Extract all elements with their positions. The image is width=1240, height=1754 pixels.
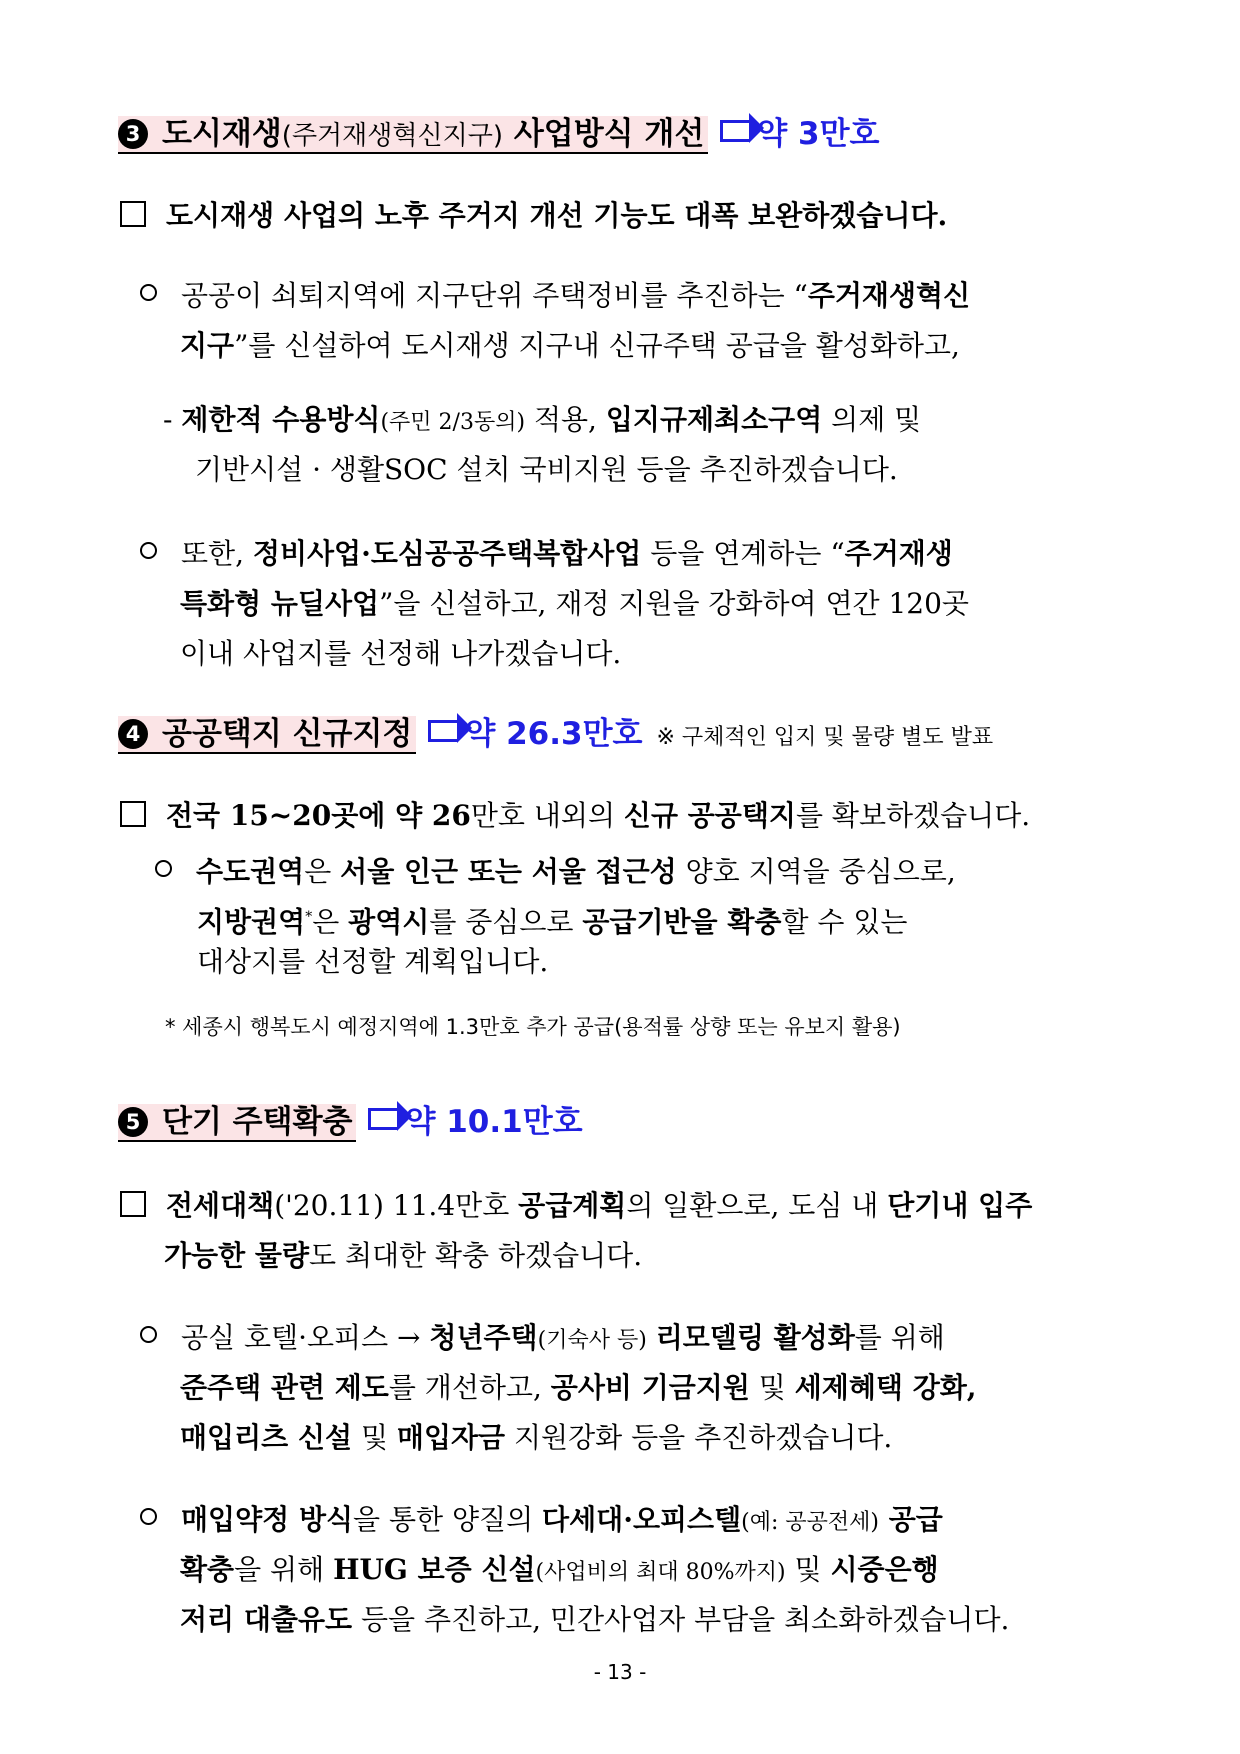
text-run: 적용, [525, 403, 606, 436]
text-run: 확충 [180, 1553, 235, 1586]
right-arrow-icon [428, 716, 457, 752]
text-run: 공실 호텔·오피스 → [181, 1321, 430, 1354]
section4-title-highlight [118, 716, 416, 754]
section3-heading [118, 112, 879, 158]
section5-box-line1 [120, 1186, 1032, 1226]
text-run: 주거재생혁신 [807, 279, 971, 312]
text-run: 를 개선하고, [388, 1371, 551, 1404]
text-run: 26 [431, 799, 471, 832]
section3-title-paren: (주거재생혁신지구) [281, 121, 504, 151]
section4-number-badge: 4 [118, 719, 148, 749]
text-run: 및 [749, 1371, 795, 1404]
text-run: 은 [304, 855, 341, 888]
text-run: 또한, [181, 537, 253, 570]
text-run: 에 약 [358, 799, 432, 832]
section5-bullet2-line3 [180, 1600, 1009, 1640]
section4-footnote: * 세종시 행복도시 예정지역에 1.3만호 추가 공급(용적률 상향 또는 유보지 활용) [165, 1015, 901, 1039]
text-run: 도 최대한 확충 하겠습니다. [309, 1239, 643, 1272]
text-run: 지원강화 등을 추진하겠습니다. [505, 1421, 893, 1454]
text-run: (예: 공공전세) [741, 1510, 879, 1535]
page-number: - 13 - [593, 1660, 647, 1684]
section4-box-item [120, 796, 1030, 836]
footnote-marker: * [305, 909, 313, 925]
text-run: 신규 공공택지 [623, 799, 796, 832]
text-run: 공급계획 [518, 1189, 627, 1222]
section3-bullet2-line1 [140, 534, 953, 574]
text-run: 의 일환으로, 도심 내 [626, 1189, 888, 1222]
checkbox-square-icon [120, 201, 146, 227]
section3-bullet1-line2 [180, 326, 960, 366]
text-run: 시중은행 [830, 1553, 939, 1586]
text-run: 등을 연계하는 “ [641, 537, 845, 570]
text-run: 등을 추진하고, 민간사업자 부담을 최소화하겠습니다. [352, 1603, 1010, 1636]
text-run: 공사비 기금지원 [550, 1371, 750, 1404]
text-run: ”를 신설하여 도시재생 지구내 신규주택 공급을 활성화하고, [234, 329, 960, 362]
text-run: 양호 지역을 중심으로, [676, 855, 956, 888]
section3-dash1-line2 [195, 450, 898, 490]
text-run: 공공이 쇠퇴지역에 지구단위 주택정비를 추진하는 “ [181, 279, 808, 312]
text-run: 의제 및 [822, 403, 922, 436]
section5-target: 약 10.1만호 [405, 1104, 583, 1140]
checkbox-square-icon [120, 801, 146, 827]
section4-bullet1-line3 [197, 942, 548, 982]
section3-title: 도시재생 [162, 116, 282, 152]
section3-box-item [120, 196, 947, 236]
text-run: 은 [312, 905, 349, 939]
text-run: 를 중심으로 [429, 905, 583, 939]
section5-heading [118, 1100, 583, 1144]
text-run: 을 통한 양질의 [353, 1503, 543, 1536]
bullet-circle-icon [140, 1326, 157, 1343]
section3-number-badge: 3 [118, 119, 148, 149]
text-run: 매입약정 방식 [181, 1503, 354, 1536]
text-run: 할 수 있는 [781, 905, 908, 939]
text-run: 수도권역 [196, 855, 305, 888]
text-run: 제한적 수용방식 [181, 403, 381, 436]
text-run: 특화형 뉴딜사업 [180, 587, 380, 620]
text-run: 광역시 [348, 905, 430, 939]
text-run: 만호 내외의 [470, 799, 624, 832]
text-run: 이내 사업지를 선정해 나가겠습니다. [180, 637, 622, 670]
section5-bullet2-line2 [180, 1550, 939, 1593]
bullet-circle-icon [140, 542, 157, 559]
section3-bullet2-line3 [180, 634, 621, 674]
section3-bullet1-line1 [140, 276, 970, 316]
section5-number-badge: 5 [118, 1107, 148, 1137]
right-arrow-icon [368, 1104, 397, 1140]
text-run: 매입자금 [396, 1421, 506, 1454]
section3-title2: 사업방식 개선 [513, 116, 705, 152]
section5-box-line2 [164, 1236, 642, 1276]
text-run: ('20.11) 11.4만호 [274, 1189, 519, 1222]
right-arrow-icon [720, 116, 749, 152]
text-run: 가능한 물량 [164, 1239, 309, 1272]
section3-title-highlight [118, 116, 708, 154]
section5-bullet2-line1 [140, 1500, 943, 1543]
text-run: (사업비의 최대 80%까지) [535, 1560, 786, 1585]
text-run: 청년주택 [429, 1321, 538, 1354]
section4-title: 공공택지 신규지정 [162, 716, 413, 752]
section5-bullet1-line3 [180, 1418, 892, 1458]
bullet-circle-icon [140, 284, 157, 301]
text-run: 입지규제최소구역 [605, 403, 823, 436]
section3-box-text: 도시재생 사업의 노후 주거지 개선 기능도 대폭 보완하겠습니다. [166, 199, 948, 232]
text-run: 서울 인근 또는 서울 접근성 [340, 855, 677, 888]
section4-heading [118, 712, 993, 760]
bullet-circle-icon [155, 860, 172, 877]
text-run: 을 위해 [234, 1553, 334, 1586]
section4-note: ※ 구체적인 입지 및 물량 별도 발표 [656, 725, 994, 750]
text-run: 를 위해 [854, 1321, 945, 1354]
text-run: 를 확보하겠습니다. [795, 799, 1031, 832]
text-run: 정비사업·도심공공주택복합사업 [252, 537, 642, 570]
text-run: 공급 [878, 1503, 943, 1536]
section4-bullet1-line2 [197, 897, 907, 942]
text-run: 리모델링 활성화 [655, 1321, 855, 1354]
text-run: 공급기반을 확충 [582, 905, 782, 939]
section3-bullet2-line2 [180, 584, 969, 624]
text-run: 지구 [180, 329, 235, 362]
checkbox-square-icon [120, 1191, 146, 1217]
section4-target: 약 26.3만호 [465, 716, 643, 752]
text-run: 단기내 입주 [887, 1189, 1033, 1222]
section5-title-highlight [118, 1104, 356, 1142]
text-run: ”을 신설하고, 재정 지원을 강화하여 연간 120곳 [379, 587, 969, 620]
text-run: 대상지를 선정할 계획입니다. [197, 945, 549, 978]
section3-target: 약 3만호 [757, 116, 880, 152]
text-run: 주거재생 [844, 537, 953, 570]
text-run: (주민 2/3동의) [380, 410, 526, 435]
section3-dash1-line1 [163, 400, 921, 443]
text-run: 세제혜택 강화, [794, 1371, 977, 1404]
section5-bullet1-line2 [180, 1368, 977, 1408]
text-run: 지방권역 [197, 905, 306, 939]
text-run: - [163, 403, 182, 436]
section5-title: 단기 주택확충 [162, 1104, 353, 1140]
text-run [647, 1321, 656, 1354]
text-run: (기숙사 등) [537, 1328, 647, 1353]
text-run: 매입리츠 신설 [180, 1421, 353, 1454]
text-run: 전국 15~20곳 [166, 799, 359, 832]
section5-bullet1-line1 [140, 1318, 945, 1361]
text-run: 기반시설 · 생활SOC 설치 국비지원 등을 추진하겠습니다. [195, 453, 898, 486]
text-run: 및 [785, 1553, 831, 1586]
text-run: 저리 대출유도 [180, 1603, 353, 1636]
text-run: 준주택 관련 제도 [180, 1371, 389, 1404]
text-run: 및 [352, 1421, 397, 1454]
text-run: HUG 보증 신설 [333, 1553, 536, 1586]
text-run: 다세대·오피스텔 [542, 1503, 742, 1536]
section4-bullet1-line1 [155, 852, 956, 892]
text-run: 전세대책 [166, 1189, 275, 1222]
bullet-circle-icon [140, 1508, 157, 1525]
